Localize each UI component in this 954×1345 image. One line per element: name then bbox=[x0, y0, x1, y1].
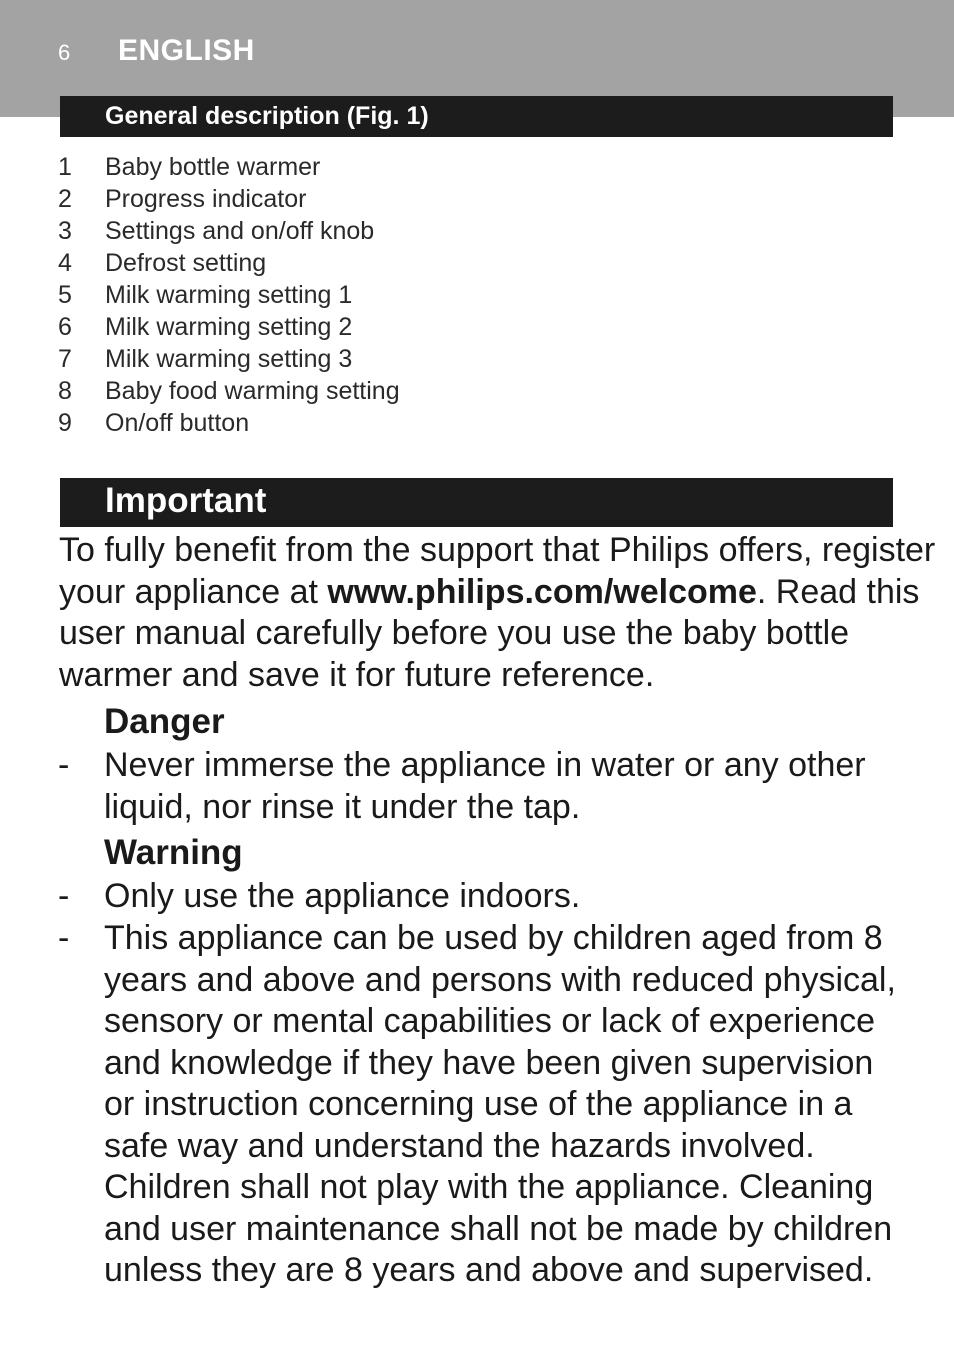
item-label: Milk warming setting 3 bbox=[105, 345, 353, 373]
item-number: 2 bbox=[58, 185, 72, 213]
bullet-dash: - bbox=[58, 919, 70, 957]
warning-bullet-text: This appliance can be used by children aged from 8 years and above and persons with reduced physical, sensory or mental capabilities or lack of experience and knowledge if they have been given supervision or instruction concerning use of the appliance in a safe way and understand the hazards involved. Children shall not play with the appliance. Cleaning and user maintenance shall not be made by children unless they are 8 years and above and supervised. bbox=[104, 919, 896, 1289]
warning-bullet bbox=[58, 918, 898, 1292]
danger-bullet bbox=[58, 745, 918, 828]
warning-heading: Warning bbox=[104, 833, 243, 872]
danger-heading: Danger bbox=[104, 702, 225, 741]
item-label: On/off button bbox=[105, 409, 250, 437]
item-number: 1 bbox=[58, 153, 72, 181]
bullet-dash: - bbox=[58, 877, 70, 915]
item-number: 4 bbox=[58, 249, 72, 277]
general-description-header bbox=[60, 96, 893, 137]
intro-text-continued: . Read this user manual carefully before you use the baby bottle warmer and save it for future reference. bbox=[59, 572, 920, 694]
language-label: ENGLISH bbox=[118, 34, 255, 67]
intro-paragraph bbox=[59, 530, 939, 696]
item-label: Settings and on/off knob bbox=[105, 217, 375, 245]
item-label: Milk warming setting 2 bbox=[105, 313, 353, 341]
intro-text: To fully benefit from the support that Philips offers, register your appliance at bbox=[59, 531, 936, 611]
item-number: 7 bbox=[58, 345, 72, 373]
registration-link[interactable]: www.philips.com/welcome bbox=[327, 572, 757, 611]
item-label: Baby food warming setting bbox=[105, 377, 400, 405]
item-number: 3 bbox=[58, 217, 72, 245]
important-title: Important bbox=[105, 481, 267, 520]
bullet-dash: - bbox=[58, 746, 70, 784]
item-number: 9 bbox=[58, 409, 72, 437]
important-header bbox=[60, 478, 893, 527]
page-number: 6 bbox=[58, 40, 71, 65]
warning-bullet-text: Only use the appliance indoors. bbox=[104, 877, 581, 915]
item-number: 8 bbox=[58, 377, 72, 405]
item-label: Progress indicator bbox=[105, 185, 307, 213]
item-label: Baby bottle warmer bbox=[105, 153, 321, 181]
general-description-title: General description (Fig. 1) bbox=[105, 102, 429, 130]
item-number: 5 bbox=[58, 281, 72, 309]
item-number: 6 bbox=[58, 313, 72, 341]
warning-bullet bbox=[58, 876, 918, 918]
danger-bullet-text: Never immerse the appliance in water or any other liquid, nor rinse it under the tap. bbox=[104, 746, 866, 826]
item-label: Defrost setting bbox=[105, 249, 267, 277]
item-label: Milk warming setting 1 bbox=[105, 281, 353, 309]
